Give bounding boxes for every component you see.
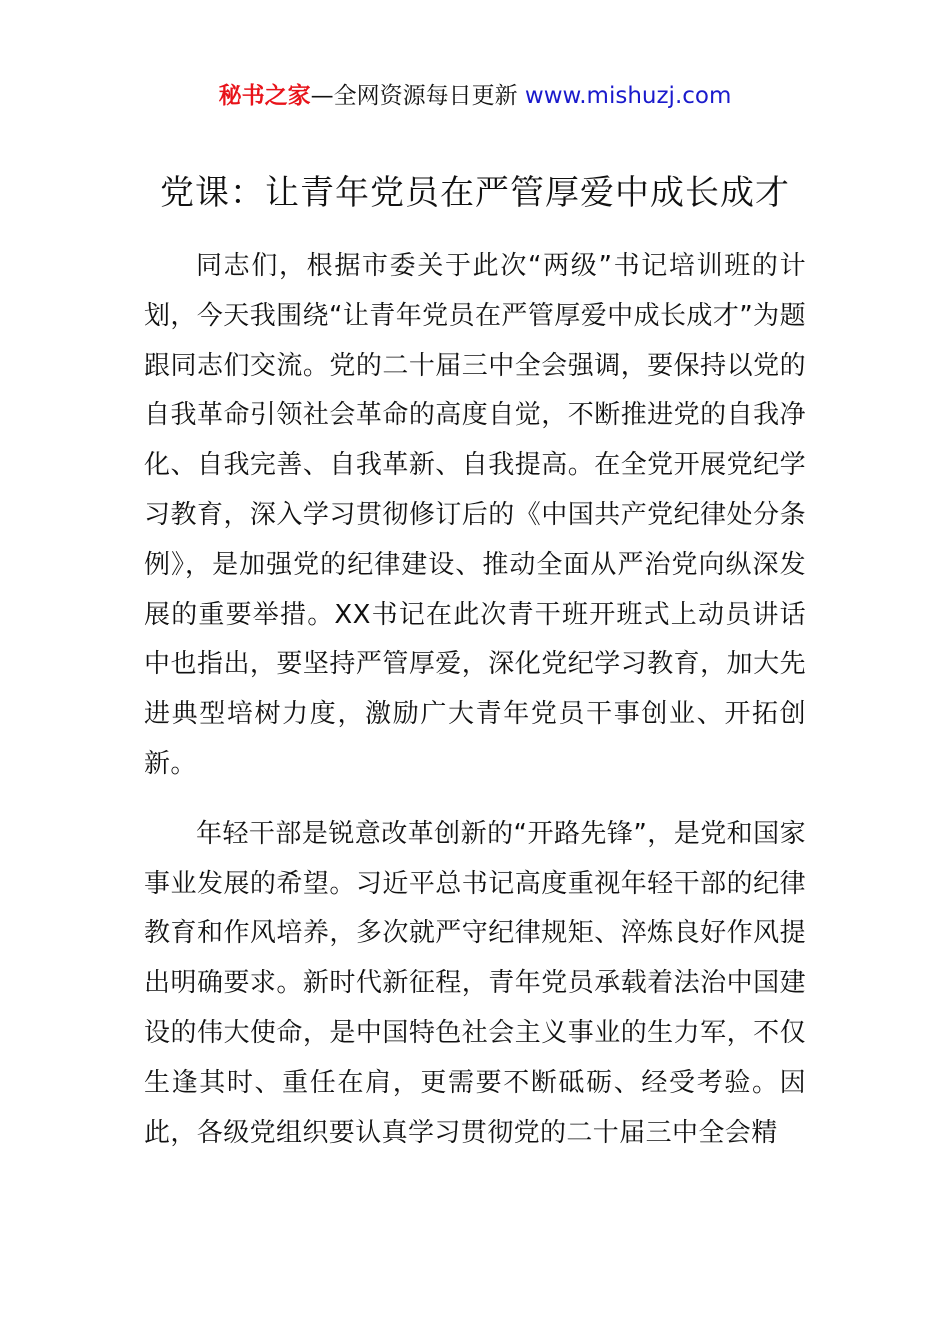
site-url[interactable]: www.mishuzj.com bbox=[524, 83, 732, 109]
document-body bbox=[144, 242, 806, 1158]
site-tagline: —全网资源每日更新 bbox=[310, 83, 525, 109]
paragraph: 同志们，根据市委关于此次“两级”书记培训班的计划，今天我围绕“让青年党员在严管厚爱中成长成才”为题跟同志们交流。党的二十届三中全会强调，要保持以党的自我革命引领社会革命的高度自觉，不断推进党的自我净化、自我完善、自我革新、自我提高。在全党开展党纪学习教育，深入学习贯彻修订后的《中国共产党纪律处分条例》，是加强党的纪律建设、推动全面从严治党向纵深发展的重要举措。XX书记在此次青干班开班式上动员讲话中也指出，要坚持严管厚爱，深化党纪学习教育，加大先进典型培树力度，激励广大青年党员干事创业、开拓创新。 bbox=[144, 251, 806, 779]
site-header bbox=[0, 80, 950, 112]
document-title: 党课：让青年党员在严管厚爱中成长成才 bbox=[160, 173, 790, 213]
paragraph: 年轻干部是锐意改革创新的“开路先锋”，是党和国家事业发展的希望。习近平总书记高度重视年轻干部的纪律教育和作风培养，多次就严守纪律规矩、淬炼良好作风提出明确要求。新时代新征程，青年党员承载着法治中国建设的伟大使命，是中国特色社会主义事业的生力军，不仅生逢其时、重任在肩，更需要不断砥砺、经受考验。因此，各级党组织要认真学习贯彻党的二十届三中全会精 bbox=[144, 818, 806, 1148]
site-brand: 秘书之家 bbox=[218, 83, 311, 109]
